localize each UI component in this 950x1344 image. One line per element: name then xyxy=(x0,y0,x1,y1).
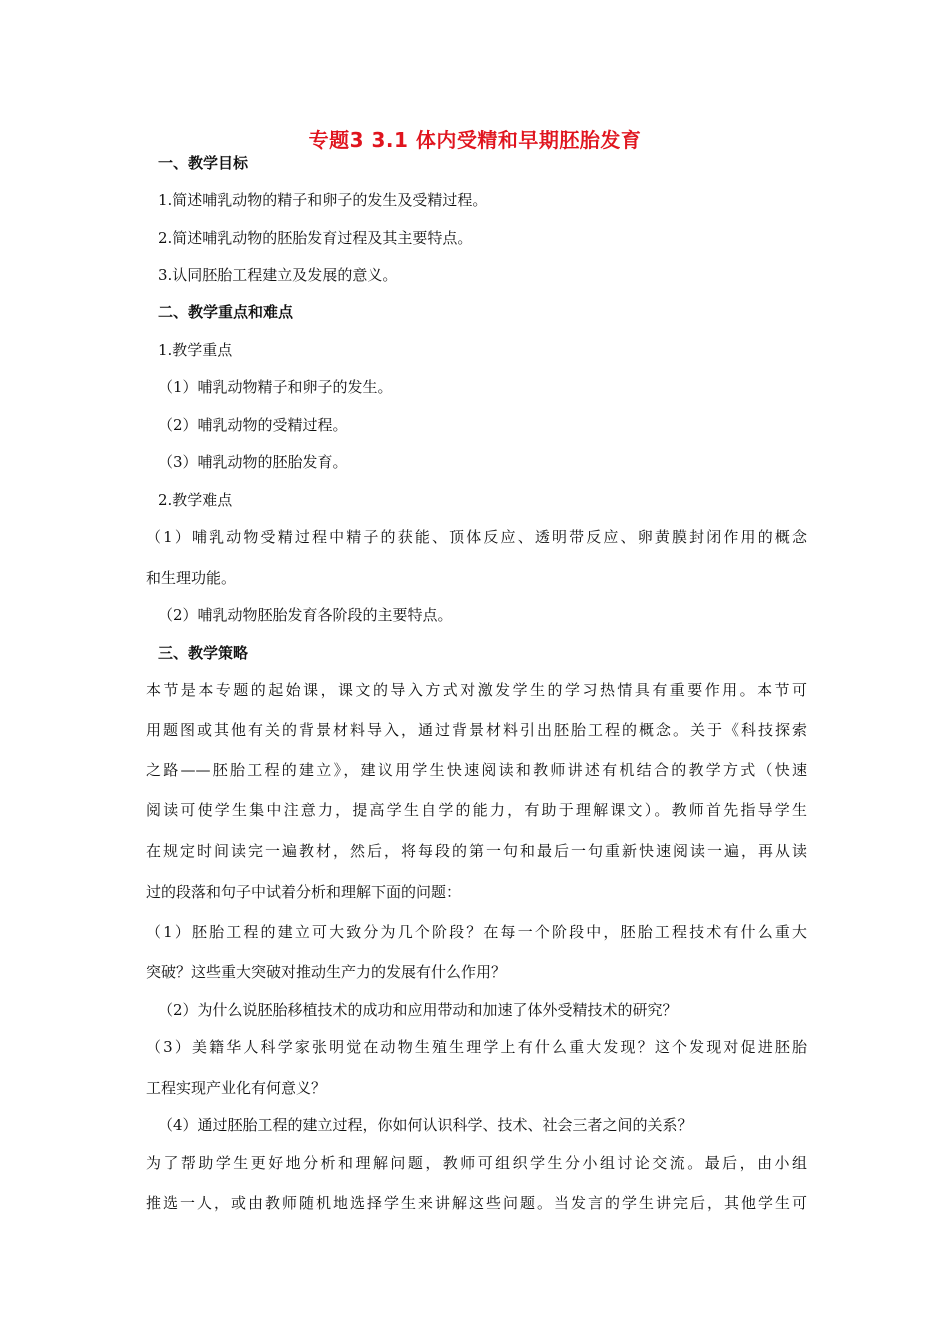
text-line: 1.简述哺乳动物的精子和卵子的发生及受精过程。 xyxy=(158,191,488,209)
text-line: 3.认同胚胎工程建立及发展的意义。 xyxy=(158,266,398,284)
text-line: （1）哺乳动物受精过程中精子的获能、顶体反应、透明带反应、卵黄膜封闭作用的概念 xyxy=(146,528,807,546)
text-line: （1）胚胎工程的建立可大致分为几个阶段？在每一个阶段中，胚胎工程技术有什么重大 xyxy=(146,923,807,941)
text-line: 推选一人，或由教师随机地选择学生来讲解这些问题。当发言的学生讲完后，其他学生可 xyxy=(146,1194,807,1212)
text-line: 阅读可使学生集中注意力，提高学生自学的能力，有助于理解课文）。教师首先指导学生 xyxy=(146,801,807,819)
doc-title: 专题3 3.1 体内受精和早期胚胎发育 xyxy=(308,128,642,152)
text-line: 2.简述哺乳动物的胚胎发育过程及其主要特点。 xyxy=(158,229,473,247)
text-line: 在规定时间读完一遍教材，然后，将每段的第一句和最后一句重新快速阅读一遍，再从读 xyxy=(146,842,807,860)
text-line: 本节是本专题的起始课，课文的导入方式对激发学生的学习热情具有重要作用。本节可 xyxy=(146,681,807,699)
text-line: 过的段落和句子中试着分析和理解下面的问题： xyxy=(146,883,462,901)
section-heading-1: 一、教学目标 xyxy=(158,154,249,172)
text-line: 工程实现产业化有何意义？ xyxy=(146,1079,327,1097)
text-line: （3）哺乳动物的胚胎发育。 xyxy=(158,453,348,471)
text-line: （2）哺乳动物胚胎发育各阶段的主要特点。 xyxy=(158,606,453,624)
text-line: 突破？这些重大突破对推动生产力的发展有什么作用？ xyxy=(146,963,507,981)
text-line: 为了帮助学生更好地分析和理解问题，教师可组织学生分小组讨论交流。最后，由小组 xyxy=(146,1154,807,1172)
text-line: （2）为什么说胚胎移植技术的成功和应用带动和加速了体外受精技术的研究？ xyxy=(158,1001,678,1019)
text-line: 2.教学难点 xyxy=(158,491,233,509)
text-line: 1.教学重点 xyxy=(158,341,233,359)
text-line: 之路——胚胎工程的建立》，建议用学生快速阅读和教师讲述有机结合的教学方式（快速 xyxy=(146,761,807,779)
text-line: （1）哺乳动物精子和卵子的发生。 xyxy=(158,378,393,396)
section-heading-2: 二、教学重点和难点 xyxy=(158,303,294,321)
text-line: （2）哺乳动物的受精过程。 xyxy=(158,416,348,434)
text-line: 用题图或其他有关的背景材料导入，通过背景材料引出胚胎工程的概念。关于《科技探索 xyxy=(146,721,807,739)
text-line: （4）通过胚胎工程的建立过程，你如何认识科学、技术、社会三者之间的关系？ xyxy=(158,1116,693,1134)
text-line: 和生理功能。 xyxy=(146,569,237,587)
text-line: （3）美籍华人科学家张明觉在动物生殖生理学上有什么重大发现？这个发现对促进胚胎 xyxy=(146,1038,807,1056)
section-heading-3: 三、教学策略 xyxy=(158,644,249,662)
